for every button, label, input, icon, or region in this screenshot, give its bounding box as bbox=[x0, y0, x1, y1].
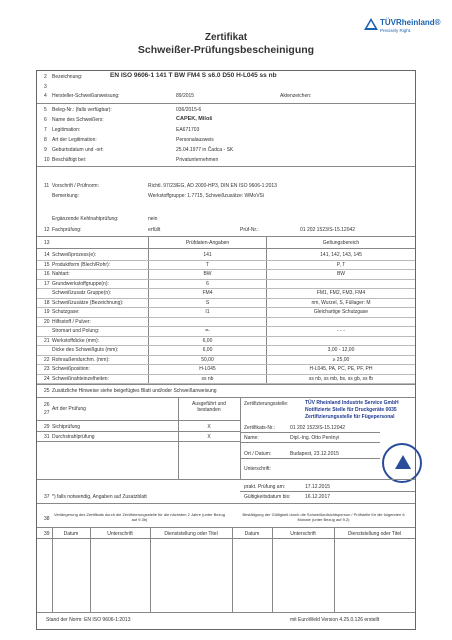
row-num: 18 bbox=[44, 299, 50, 306]
row-num: 16 bbox=[44, 271, 50, 277]
row-num: 31 bbox=[44, 434, 50, 440]
table-row-geltung: - - - bbox=[337, 328, 345, 334]
row-num: 10 bbox=[44, 157, 50, 163]
row-num: 29 bbox=[44, 424, 50, 430]
title-line1: Zertifikat bbox=[204, 32, 248, 43]
table-row-label: Stromart und Polung: bbox=[52, 328, 100, 334]
zert-nr-label: Zertifikats-Nr.: bbox=[244, 425, 276, 431]
table-row-geltung: FM1, FM2, FM3, FM4 bbox=[316, 290, 366, 296]
table-row-label: Schweißprozess(e): bbox=[52, 252, 97, 258]
erg-label: Ergänzende Kehlnahtprüfung: bbox=[52, 216, 119, 222]
row-num: 27 bbox=[44, 410, 50, 416]
table-row-geltung: 141, 142, 143, 145 bbox=[320, 252, 362, 258]
art-der-pruefung: Art der Prüfung bbox=[52, 406, 86, 412]
divider bbox=[37, 503, 415, 504]
col-divider bbox=[150, 527, 151, 612]
sichtpruefung-label: Sichtprüfung bbox=[52, 424, 81, 430]
falls-label: *) falls notwendig, Angaben auf Zusatzblatt bbox=[52, 494, 147, 500]
geburt-value: 25.04.1977 in Čadca - SK bbox=[176, 147, 234, 153]
row-divider bbox=[37, 374, 415, 375]
fachpruefung-label: Fachprüfung: bbox=[52, 227, 82, 233]
row-divider bbox=[37, 269, 415, 270]
table-row-label: Grundwerkstoffgruppe(n): bbox=[52, 280, 109, 287]
table-row-pruef: FM4 bbox=[202, 290, 213, 296]
row-num: 4 bbox=[44, 93, 47, 99]
divider bbox=[240, 442, 380, 443]
row-num: 24 bbox=[44, 375, 50, 382]
pruefdatum-value: 17.12.2015 bbox=[305, 484, 331, 490]
bestaetigung-text: Bestätigung der Gültigkeit durch die Schweißaufsichtsperson / Prüfstelle für die folgenden 6 Monate (unter Bezug auf 9.2) bbox=[242, 512, 405, 522]
legitimation-label: Legitimation: bbox=[52, 127, 81, 133]
table-row-pruef: S bbox=[205, 299, 210, 306]
gueltig-value: 16.12.2017 bbox=[305, 494, 331, 500]
col-divider bbox=[240, 397, 241, 479]
beleg-label: Beleg-Nr.: (falls verfügbar): bbox=[52, 107, 112, 113]
name-value: CAPEK, Miloš bbox=[176, 116, 213, 122]
ausgefuehrt-header: Ausgeführt und bestanden bbox=[192, 401, 226, 413]
aktenzeichen-label: Aktenzeichen: bbox=[280, 93, 312, 99]
header-pruefdaten: Prüfdaten-Angaben bbox=[185, 240, 230, 246]
durchstrahl-label: Durchstrahlprüfung bbox=[52, 434, 95, 440]
vorschrift-label: Vorschrift / Prüfnorm: bbox=[52, 183, 99, 189]
zert-name-value: Dipl.-Ing. Otto Perényi bbox=[290, 435, 340, 441]
table-row-label: Nahtart: bbox=[52, 271, 70, 277]
divider bbox=[37, 166, 415, 167]
zusatz-label: Zusätzliche Hinweise siehe beigefügtes Blatt und/oder Schweißanweisung bbox=[52, 388, 217, 394]
row-num: 20 bbox=[44, 318, 50, 325]
durchstrahl-mark: X bbox=[207, 434, 211, 440]
bemerkung-value: Werkstoffgruppe: 1.7715, Schweißzusätze: WMoVSi bbox=[148, 193, 264, 199]
row-num: 37 bbox=[44, 494, 50, 500]
table-row-label: Werkstoffdicke (mm): bbox=[52, 337, 100, 344]
row-divider bbox=[37, 307, 415, 308]
logo-slogan: Precisely Right. bbox=[380, 28, 412, 33]
pruefdatum-label: prakt. Prüfung am: bbox=[244, 484, 286, 490]
col-divider bbox=[334, 527, 335, 612]
table-row-geltung: ss nb, ss mb, bs, ss gb, ss fb bbox=[308, 375, 374, 382]
zert-ort-value: Budapest, 23.12.2015 bbox=[290, 451, 339, 457]
divider bbox=[37, 538, 415, 539]
col-dienst-left: Dienststellung oder Titel bbox=[164, 531, 218, 537]
row-divider bbox=[37, 288, 415, 289]
zert-unterschrift-label: Unterschrift: bbox=[244, 466, 271, 472]
row-num: 17 bbox=[44, 280, 50, 287]
row-num: 26 bbox=[44, 402, 50, 408]
hersteller-value: 89/2015 bbox=[176, 93, 195, 99]
divider bbox=[37, 431, 240, 432]
divider bbox=[37, 612, 415, 613]
row-divider bbox=[37, 326, 415, 327]
row-divider bbox=[37, 345, 415, 346]
row-num: 23 bbox=[44, 366, 50, 372]
row-divider bbox=[37, 260, 415, 261]
footer-right: mit EuroWeld Version 4.25.0.126 erstellt bbox=[290, 617, 380, 623]
table-row-geltung: BW bbox=[336, 271, 346, 277]
table-row-label: Schutzgase: bbox=[52, 309, 80, 315]
row-num: 38 bbox=[44, 516, 50, 522]
table-row-geltung: H-L045, PA, PC, PE, PF, PH bbox=[309, 366, 373, 372]
table-row-pruef: 6,00 bbox=[202, 337, 213, 344]
hersteller-label: Hersteller-Schweißanweisung: bbox=[52, 93, 120, 99]
logo-brand: TÜVRheinland® bbox=[380, 18, 441, 27]
table-row-pruef: =- bbox=[205, 328, 210, 334]
col-unterschrift-right: Unterschrift bbox=[290, 531, 316, 537]
row-num: 7 bbox=[44, 127, 47, 133]
col-divider bbox=[52, 527, 53, 612]
footer-left: Stand der Norm: EN ISO 9606-1:2013 bbox=[46, 617, 131, 623]
col-divider bbox=[232, 527, 233, 612]
table-row-pruef: ss nb bbox=[201, 375, 214, 382]
table-row-pruef: 50,00 bbox=[201, 356, 214, 363]
col-dienst-right: Dienststellung oder Titel bbox=[347, 531, 402, 537]
table-row-label: Hilfsstoff / Pulver: bbox=[52, 318, 91, 325]
row-divider bbox=[37, 364, 415, 365]
erg-value: nein bbox=[148, 216, 158, 222]
row-divider bbox=[37, 317, 415, 318]
row-num: 9 bbox=[44, 147, 47, 153]
row-num: 19 bbox=[44, 309, 50, 315]
col-divider bbox=[148, 236, 149, 384]
legitimation-value: EA671703 bbox=[176, 127, 200, 133]
bezeichnung-value: EN ISO 9606-1 141 T BW FM4 S s6.0 D50 H-L045 ss nb bbox=[110, 72, 277, 79]
row-num: 15 bbox=[44, 261, 50, 268]
table-row-geltung: ≥ 25,00 bbox=[332, 356, 350, 363]
divider bbox=[37, 397, 415, 398]
col-datum-right: Datum bbox=[244, 531, 260, 537]
zert-stelle-label: Zertifizierungsstelle: bbox=[244, 401, 289, 407]
table-row-label: Schweißzusätze (Bezeichnung): bbox=[52, 299, 124, 306]
col-divider bbox=[272, 527, 273, 612]
bezeichnung-label: Bezeichnung: bbox=[52, 74, 83, 80]
divider bbox=[240, 491, 415, 492]
header-geltungsbereich: Geltungsbereich bbox=[322, 240, 360, 246]
beschaeftigt-value: Privatunternehmen bbox=[176, 157, 219, 163]
row-num: 3 bbox=[44, 84, 47, 90]
row-num: 25 bbox=[44, 388, 50, 394]
table-row-pruef: I1 bbox=[205, 309, 210, 315]
table-row-pruef: BW bbox=[203, 271, 212, 277]
bemerkung-label: Bemerkung: bbox=[52, 193, 79, 199]
divider bbox=[37, 236, 415, 237]
table-row-geltung: 3,00 - 12,00 bbox=[327, 347, 355, 353]
divider bbox=[37, 384, 415, 385]
table-row-pruef: 6,00 bbox=[202, 347, 213, 353]
divider bbox=[37, 103, 415, 104]
col-divider bbox=[90, 527, 91, 612]
divider bbox=[37, 248, 415, 249]
table-row-geltung: P, T bbox=[336, 261, 346, 268]
row-num: 2 bbox=[44, 74, 47, 80]
vorschrift-value: Richtl. 97/23/EG, AD 2000-HP3, DIN EN ISO 9606-1:2013 bbox=[148, 183, 277, 189]
divider bbox=[37, 420, 240, 421]
row-num: 11 bbox=[44, 183, 50, 189]
col-datum-left: Datum bbox=[63, 531, 79, 537]
divider bbox=[240, 458, 380, 459]
sichtpruefung-mark: X bbox=[207, 424, 211, 430]
tuv-triangle-icon bbox=[364, 18, 378, 30]
name-label: Name des Schweißers: bbox=[52, 117, 104, 123]
art-value: Personalausweis bbox=[176, 137, 214, 143]
row-num: 39 bbox=[44, 531, 50, 537]
tuv-stamp-icon bbox=[382, 443, 422, 483]
geburt-label: Geburtsdatum und -ort: bbox=[52, 147, 104, 153]
row-num: 12 bbox=[44, 227, 50, 233]
row-divider bbox=[37, 279, 415, 280]
beschaeftigt-label: Beschäftigt bei: bbox=[52, 157, 87, 163]
table-row-pruef: T bbox=[205, 261, 210, 268]
table-row-label: Schweißnahteinzelheiten: bbox=[52, 375, 109, 382]
row-num: 22 bbox=[44, 356, 50, 363]
title-line2: Schweißer-Prüfungsbescheinigung bbox=[137, 44, 315, 56]
table-row-label: Schweißzusatz Gruppe(n): bbox=[52, 290, 112, 296]
fachpruefung-value: erfüllt bbox=[148, 227, 161, 233]
table-row-pruef: H-L045 bbox=[199, 366, 216, 372]
divider bbox=[37, 441, 240, 442]
zert-line3: Zertifizierungsstelle für Fügepersonal bbox=[305, 414, 395, 420]
zert-line1: TÜV Rheinland Industrie Service GmbH bbox=[305, 400, 399, 406]
row-divider bbox=[37, 336, 415, 337]
gueltig-label: Gültigkeitsdatum bis: bbox=[244, 494, 291, 500]
col-divider bbox=[178, 397, 179, 479]
table-row-label: Produktform (Blech/Rohr): bbox=[52, 261, 111, 268]
zert-nr-value: 01 202 1523/S-15.12042 bbox=[290, 425, 346, 431]
col-divider bbox=[266, 236, 267, 384]
pruef-nr-label: Prüf-Nr.: bbox=[240, 227, 259, 233]
row-num: 13 bbox=[44, 240, 50, 246]
table-row-label: Schweißposition: bbox=[52, 366, 90, 372]
row-num: 14 bbox=[44, 252, 50, 258]
beleg-value: 036/2015-6 bbox=[176, 107, 202, 113]
art-label: Art der Legitimation: bbox=[52, 137, 97, 143]
table-row-geltung: nm, Wurzel, S, Füllager: M bbox=[311, 299, 371, 306]
row-num: 6 bbox=[44, 117, 47, 123]
zert-ort-label: Ort / Datum: bbox=[244, 451, 272, 457]
table-row-geltung: Gleichartige Schutzgase bbox=[313, 309, 369, 315]
row-num: 8 bbox=[44, 137, 47, 143]
divider bbox=[240, 432, 380, 433]
table-row-label: Rohraußendurchm. (mm): bbox=[52, 356, 110, 363]
table-row-pruef: 141 bbox=[203, 252, 212, 258]
row-divider bbox=[37, 298, 415, 299]
pruef-nr-value: 01 202 1523/S-15.12042 bbox=[300, 227, 356, 233]
divider bbox=[37, 527, 415, 528]
verlaengerung-text: Verlängerung des Zertifikats durch die Zertifizierungsstelle für die nächsten 2 Jahre (unter Bezug auf 9.3b) bbox=[54, 512, 225, 522]
divider bbox=[37, 479, 415, 480]
table-row-label: Dicke des Schweißguts (mm): bbox=[52, 347, 119, 353]
row-divider bbox=[37, 355, 415, 356]
row-num: 21 bbox=[44, 337, 50, 344]
zert-line2: Notifizierte Stelle für Druckgeräte 0035 bbox=[305, 407, 397, 413]
row-num: 5 bbox=[44, 107, 47, 113]
zert-name-label: Name: bbox=[244, 435, 259, 441]
table-row-pruef: 6 bbox=[206, 280, 209, 287]
col-unterschrift-left: Unterschrift bbox=[107, 531, 133, 537]
